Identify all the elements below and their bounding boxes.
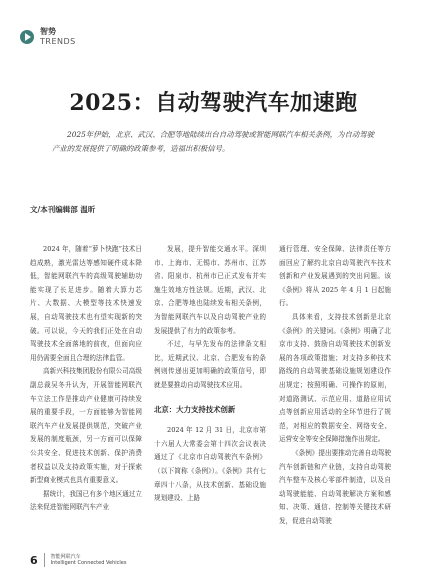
publication-name-en: Intelligent Connected Vehicles xyxy=(50,560,127,566)
section-name-en: TRENDS xyxy=(40,37,76,46)
publication-name xyxy=(51,554,127,566)
paragraph: 据统计，我国已有多个地区通过立法来促进智能网联汽车产业 xyxy=(30,489,142,512)
paragraph: 具体来看，支持技术创新是北京《条例》的关键词。《条例》明确了北京市支持、鼓励自动驾驶技术创新发展的各项政策措施；对支持多种技术路线的自动驾驶基础设施规划建设作出规定；按照明确、可操作的原则，对道路测试、示范应用、道路应用试点等创新应用活动的全环节进行了规范，对相应的数据安全、网络安全、运营安全等安全保障措施作出规定。 xyxy=(279,312,391,444)
paragraph: 发展，提升智能交通水平。深圳市、上海市、无锡市、苏州市、江苏省、阳泉市、杭州市已正式发布并实施生效地方性法规。近期，武汉、北京、合肥等地也陆续发布相关条例，为智能网联汽车以及自动驾驶产业的发展提供了有力的政策参考。 xyxy=(154,245,266,335)
body-column-3 xyxy=(279,243,391,528)
byline: 文/本刊编辑部 温昕 xyxy=(30,205,96,214)
section-name-cn: 智势 xyxy=(40,27,56,36)
page-footer xyxy=(30,553,126,567)
paragraph: 《条例》提出要推动完善自动驾驶汽车创新链和产业链，支持自动驾驶汽车整车及核心零部件制造，以及自动驾驶能能、自动驾驶解决方案和感知、决策、通信、控制等关键技术研发，促进自动驾驶 xyxy=(279,448,391,525)
footer-divider xyxy=(44,553,45,567)
paragraph: 不过，与早先发布的法律条文相比，近期武汉、北京、合肥发布的条例则传递出更加明确的政策信号，即就是要推动自动驾驶技术应用。 xyxy=(154,340,266,389)
paragraph: 高新兴科技集团股份有限公司高级副总裁吴冬升认为，开展智能网联汽车立法工作是推动产业健康可持续发展的重要手段，一方面能够为智能网联汽车产业发展提供规范，突破产业发展的制度瓶颈，另一方面可以保障公共安全、促进技术创新、保护消费者权益以及支持政策实施，对于探索新型商业模式也具有重要意义。 xyxy=(30,367,142,485)
play-circle-icon xyxy=(20,30,34,44)
section-label xyxy=(40,27,76,47)
body-column-1 xyxy=(30,243,142,515)
subheading: 北京：大力支持技术创新 xyxy=(154,404,236,414)
paragraph: 2024 年 12 月 31 日，北京市第十六届人大常委会第十四次会议表决通过了《北京市自动驾驶汽车条例》（以下简称《条例》）。《条例》共有七章四十八条，从技术创新、基础设施规划建设、上路 xyxy=(154,426,266,503)
section-header xyxy=(20,27,76,47)
body-column-2 xyxy=(154,243,266,506)
article-lead: 2025年伊始，北京、武汉、合肥等地陆续出台自动驾驶或智能网联汽车相关条例，为自动驾驶产业的发展提供了明确的政策参考，造福出积极信号。 xyxy=(52,130,375,153)
article-title: 2025：自动驾驶汽车加速跑 xyxy=(69,90,358,116)
paragraph: 通行管理、安全保障、法律责任等方面回应了解约北京自动驾驶汽车技术创新和产业发展遇到的突出问题。该《条例》将从 2025 年 4 月 1 日起施行。 xyxy=(279,245,391,308)
paragraph: 2024 年，随着“萝卜快跑”技术日趋成熟，激光雷达等感知硬件成本降低，智能网联汽车的高级驾驶辅助功能实现了长足进步。随着大算力芯片、大数据、大模型等技术快速发展，自动驾驶技术也有望实现新的突破。可以说，今天的我们正处在自动驾驶技术全面落地的前夜，但面向应用仍需要全面且合理的法律监管。 xyxy=(30,245,142,362)
publication-name-cn: 智能网联汽车 xyxy=(50,554,81,560)
page-number: 6 xyxy=(30,553,38,567)
